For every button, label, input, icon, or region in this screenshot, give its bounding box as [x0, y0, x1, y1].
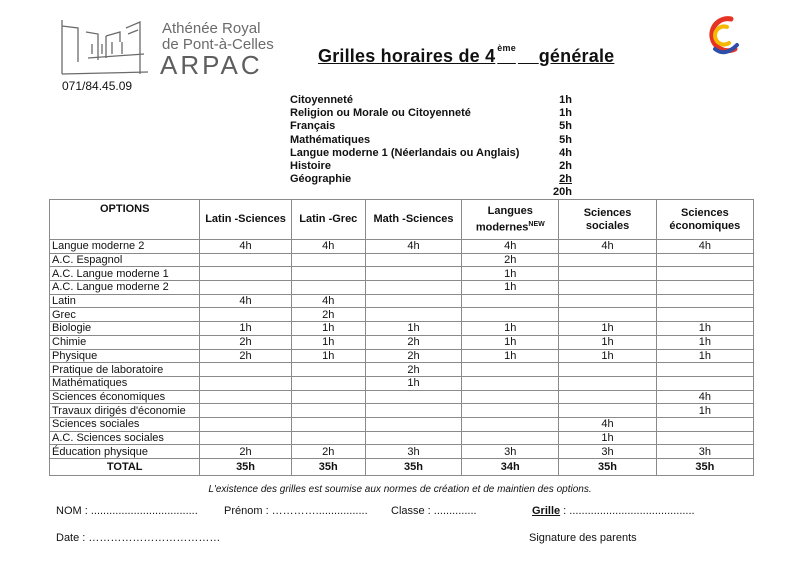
hours-cell — [559, 267, 656, 281]
hours-cell — [365, 281, 461, 295]
hours-cell: 4h — [462, 240, 559, 254]
subject-cell: Sciences sociales — [50, 417, 200, 431]
total-cell: 35h — [200, 459, 291, 476]
hours-cell — [656, 417, 753, 431]
hours-cell: 4h — [559, 417, 656, 431]
hours-cell: 2h — [462, 253, 559, 267]
total-cell: 35h — [365, 459, 461, 476]
hours-cell — [559, 390, 656, 404]
table-row — [50, 253, 754, 267]
hours-cell: 4h — [291, 294, 365, 308]
hours-cell: 1h — [462, 335, 559, 349]
hours-cell: 1h — [365, 376, 461, 390]
column-header-sciences-sociales: Sciences sociales — [559, 200, 656, 240]
table-row — [50, 445, 754, 459]
options-header: OPTIONS — [50, 200, 200, 240]
subject-cell: Pratique de laboratoire — [50, 363, 200, 377]
subject-cell: A.C. Espagnol — [50, 253, 200, 267]
common-subject-label: Mathématiques — [290, 133, 371, 146]
total-row — [50, 459, 754, 476]
hours-cell: 1h — [365, 322, 461, 336]
table-row — [50, 390, 754, 404]
common-subject-row — [290, 147, 572, 161]
title-main: Grilles horaires de 4 — [318, 46, 496, 66]
hours-cell: 1h — [462, 322, 559, 336]
table-row — [50, 363, 754, 377]
signature-label: Signature des parents — [529, 532, 637, 544]
hours-cell — [559, 308, 656, 322]
subject-cell: Grec — [50, 308, 200, 322]
hours-cell: 4h — [291, 240, 365, 254]
common-subject-row — [290, 173, 572, 187]
hours-cell — [365, 253, 461, 267]
hours-cell — [656, 308, 753, 322]
total-cell: 35h — [559, 459, 656, 476]
table-row — [50, 431, 754, 445]
hours-cell — [200, 281, 291, 295]
hours-cell: 1h — [291, 349, 365, 363]
table-row — [50, 335, 754, 349]
common-subject-row — [290, 160, 572, 174]
hours-cell: 1h — [200, 322, 291, 336]
nom-field[interactable]: NOM : ................................... — [56, 505, 198, 517]
subject-cell: A.C. Langue moderne 2 — [50, 281, 200, 295]
hours-cell — [200, 376, 291, 390]
hours-cell — [462, 308, 559, 322]
common-subject-label: Géographie — [290, 173, 352, 186]
hours-cell — [656, 294, 753, 308]
common-subject-row — [290, 120, 572, 134]
hours-cell: 1h — [559, 349, 656, 363]
hours-cell: 1h — [291, 335, 365, 349]
hours-cell: 1h — [462, 349, 559, 363]
hours-cell — [656, 376, 753, 390]
hours-cell — [462, 376, 559, 390]
subject-cell: Mathématiques — [50, 376, 200, 390]
common-subjects-total: 20h — [553, 186, 572, 198]
hours-cell — [656, 281, 753, 295]
page-title — [318, 43, 615, 67]
hours-cell: 3h — [462, 445, 559, 459]
column-header-langues-modernes — [462, 200, 559, 240]
subject-cell: Biologie — [50, 322, 200, 336]
hours-cell: 4h — [200, 294, 291, 308]
hours-cell — [291, 404, 365, 418]
hours-cell: 1h — [462, 281, 559, 295]
hours-cell: 2h — [200, 349, 291, 363]
hours-cell — [291, 417, 365, 431]
grille-dots: : ......................................... — [560, 505, 695, 517]
column-header-sciences-economiques: Sciences économiques — [656, 200, 753, 240]
hours-cell: 4h — [656, 240, 753, 254]
table-row — [50, 417, 754, 431]
new-tag: NEW — [528, 220, 545, 228]
hours-cell — [656, 431, 753, 445]
hours-cell: 1h — [656, 322, 753, 336]
common-subject-hours: 4h — [559, 146, 572, 159]
hours-cell — [200, 267, 291, 281]
hours-cell — [462, 431, 559, 445]
grille-field[interactable] — [532, 505, 695, 517]
hours-cell: 3h — [656, 445, 753, 459]
hours-cell — [200, 253, 291, 267]
common-subject-hours: 1h — [559, 107, 572, 120]
total-cell: 35h — [656, 459, 753, 476]
subject-cell: Éducation physique — [50, 445, 200, 459]
table-row — [50, 281, 754, 295]
hours-cell: 1h — [559, 431, 656, 445]
column-header-latin-sciences: Latin -Sciences — [200, 200, 291, 240]
federation-logo-icon — [705, 15, 741, 59]
subject-cell: Latin — [50, 294, 200, 308]
hours-cell: 4h — [559, 240, 656, 254]
table-row — [50, 267, 754, 281]
common-subject-row — [290, 134, 572, 148]
table-header-row — [50, 200, 754, 240]
hours-cell: 3h — [559, 445, 656, 459]
school-logo-icon — [58, 18, 153, 76]
hours-cell — [291, 281, 365, 295]
title-superscript: ème — [497, 43, 516, 53]
hours-cell: 2h — [291, 445, 365, 459]
total-cell: 35h — [291, 459, 365, 476]
hours-cell — [656, 267, 753, 281]
hours-cell — [365, 404, 461, 418]
column-header-latin-grec: Latin -Grec — [291, 200, 365, 240]
hours-cell — [200, 363, 291, 377]
subject-cell: A.C. Sciences sociales — [50, 431, 200, 445]
hours-cell — [291, 376, 365, 390]
grille-label: Grille — [532, 505, 561, 517]
common-subject-label: Histoire — [290, 160, 331, 172]
subject-cell: Travaux dirigés d'économie — [50, 404, 200, 418]
table-row — [50, 349, 754, 363]
hours-cell — [200, 390, 291, 404]
hours-cell — [559, 376, 656, 390]
hours-cell — [200, 308, 291, 322]
hours-cell: 1h — [462, 267, 559, 281]
hours-cell — [462, 417, 559, 431]
hours-cell — [291, 363, 365, 377]
hours-cell — [200, 404, 291, 418]
common-subject-hours: 2h — [559, 160, 572, 172]
title-suffix: générale — [538, 46, 615, 66]
hours-cell — [462, 390, 559, 404]
hours-cell — [559, 363, 656, 377]
total-cell: 34h — [462, 459, 559, 476]
hours-cell: 4h — [200, 240, 291, 254]
hours-cell: 2h — [291, 308, 365, 322]
table-row — [50, 376, 754, 390]
hours-cell — [365, 390, 461, 404]
common-subject-label: Religion ou Morale ou Citoyenneté — [290, 107, 471, 120]
hours-cell: 2h — [365, 335, 461, 349]
hours-cell — [291, 253, 365, 267]
hours-cell — [291, 390, 365, 404]
hours-cell — [365, 294, 461, 308]
hours-cell — [365, 267, 461, 281]
langues-modernes-label: Langues modernes — [475, 204, 533, 234]
hours-cell: 1h — [656, 349, 753, 363]
subject-cell: Physique — [50, 349, 200, 363]
hours-cell — [559, 294, 656, 308]
hours-cell — [291, 431, 365, 445]
table-row — [50, 294, 754, 308]
hours-cell: 3h — [365, 445, 461, 459]
hours-cell — [559, 404, 656, 418]
hours-cell — [291, 267, 365, 281]
hours-cell: 1h — [559, 322, 656, 336]
common-subject-label: Français — [290, 120, 336, 133]
footnote: L'existence des grilles est soumise aux normes de création et de maintien des options. — [208, 484, 592, 495]
common-subject-hours: 5h — [559, 120, 572, 133]
common-subject-hours: 2h — [559, 173, 572, 186]
school-name-line1: Athénée Royal — [162, 20, 261, 37]
hours-cell — [462, 363, 559, 377]
hours-cell: 2h — [200, 445, 291, 459]
hours-cell — [365, 417, 461, 431]
hours-cell: 1h — [656, 404, 753, 418]
common-subject-hours: 5h — [559, 133, 572, 146]
school-phone: 071/84.45.09 — [62, 79, 133, 93]
table-row — [50, 322, 754, 336]
subject-cell: A.C. Langue moderne 1 — [50, 267, 200, 281]
hours-cell — [365, 308, 461, 322]
hours-cell — [462, 294, 559, 308]
hours-cell — [200, 417, 291, 431]
column-header-math-sciences: Math -Sciences — [365, 200, 461, 240]
hours-cell — [365, 431, 461, 445]
hours-cell — [656, 253, 753, 267]
common-subject-hours: 1h — [559, 94, 572, 106]
common-subject-label: Langue moderne 1 (Néerlandais ou Anglais) — [290, 146, 520, 159]
total-label: TOTAL — [50, 459, 200, 476]
classe-field[interactable]: Classe : .............. — [391, 505, 477, 517]
common-subject-row — [290, 94, 572, 108]
common-subject-row — [290, 107, 572, 121]
hours-cell — [656, 363, 753, 377]
hours-cell: 2h — [365, 363, 461, 377]
date-field[interactable]: Date : ……………………………… — [56, 532, 221, 544]
hours-cell: 1h — [559, 335, 656, 349]
subject-cell: Chimie — [50, 335, 200, 349]
table-row — [50, 240, 754, 254]
hours-cell — [200, 431, 291, 445]
options-table — [49, 199, 754, 476]
prenom-field[interactable]: Prénom : …………................. — [224, 505, 368, 517]
subject-cell: Langue moderne 2 — [50, 240, 200, 254]
hours-cell: 2h — [200, 335, 291, 349]
hours-cell — [559, 281, 656, 295]
subject-cell: Sciences économiques — [50, 390, 200, 404]
hours-cell: 1h — [656, 335, 753, 349]
school-acronym: ARPAC — [160, 50, 263, 80]
table-row — [50, 404, 754, 418]
hours-cell: 4h — [656, 390, 753, 404]
school-name-line2: de Pont-à-Celles — [162, 36, 274, 53]
hours-cell — [462, 404, 559, 418]
hours-cell: 2h — [365, 349, 461, 363]
common-subject-label: Citoyenneté — [290, 94, 353, 106]
hours-cell: 4h — [365, 240, 461, 254]
hours-cell — [559, 253, 656, 267]
hours-cell: 1h — [291, 322, 365, 336]
table-row — [50, 308, 754, 322]
